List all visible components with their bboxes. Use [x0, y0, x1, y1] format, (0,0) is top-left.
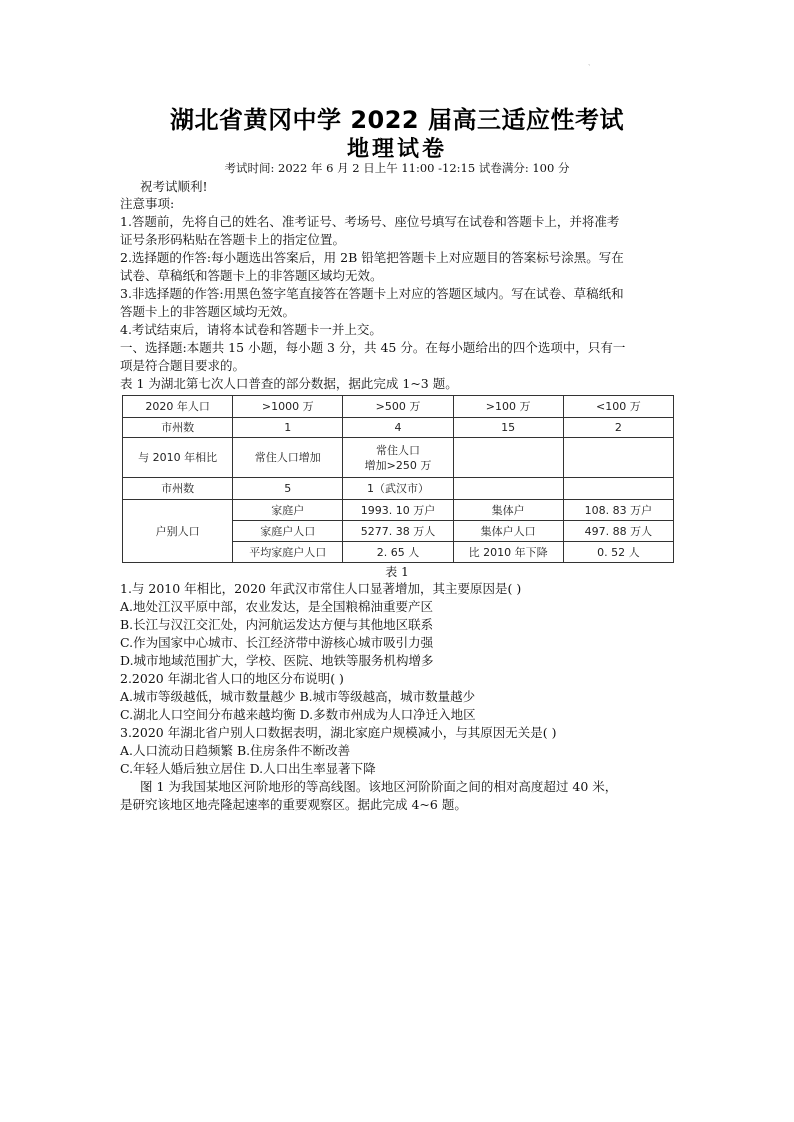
exam-subtitle: 地理试卷 — [346, 137, 447, 162]
note-1b: 证号条形码粘贴在答题卡上的指定位置。 — [120, 232, 346, 247]
table-row — [123, 438, 674, 478]
option-3cd: C.年轻人婚后独立居住 D.人口出生率显著下降 — [120, 761, 376, 776]
note-4: 4.考试结束后，请将本试卷和答题卡一并上交。 — [120, 322, 382, 337]
section-intro-a: 一、选择题:本题共 15 小题，每小题 3 分，共 45 分。在每小题给出的四个选项中，只有一 — [120, 340, 626, 355]
table-cell — [563, 478, 673, 500]
table-cell — [343, 438, 453, 478]
option-1d: D.城市地域范围扩大，学校、医院、地铁等服务机构增多 — [120, 653, 434, 668]
table-cell: >1000 万 — [233, 396, 343, 418]
table-cell: >500 万 — [343, 396, 453, 418]
table-cell: 2. 65 人 — [343, 542, 453, 563]
question-1: 1.与 2010 年相比，2020 年武汉市常住人口显著增加，其主要原因是( ) — [120, 581, 522, 596]
table-cell: 497. 88 万人 — [563, 521, 673, 542]
notes-heading: 注意事项: — [120, 196, 175, 211]
table-cell: <100 万 — [563, 396, 673, 418]
figure-intro-a: 图 1 为我国某地区河阶地形的等高线图。该地区河阶阶面之间的相对高度超过 40 米， — [140, 779, 618, 794]
census-table — [122, 395, 674, 563]
note-2b: 试卷、草稿纸和答题卡上的非答题区域均无效。 — [120, 268, 383, 283]
note-3b: 答题卡上的非答题区域均无效。 — [120, 304, 296, 319]
table-row — [123, 500, 674, 521]
table-cell — [453, 438, 563, 478]
table-cell — [453, 478, 563, 500]
table-cell: 集体户人口 — [453, 521, 563, 542]
section-intro-b: 项是符合题目要求的。 — [120, 358, 246, 373]
wish-text: 祝考试顺利! — [140, 179, 208, 194]
exam-title: 湖北省黄冈中学 2022 届高三适应性考试 — [169, 106, 624, 134]
option-1b: B.长江与汉江交汇处，内河航运发达方便与其他地区联系 — [120, 617, 434, 632]
cell-line: 常住人口 — [375, 443, 420, 457]
option-2ab: A.城市等级越低，城市数量越少 B.城市等级越高，城市数量越少 — [120, 689, 476, 704]
table-cell: 5277. 38 万人 — [343, 521, 453, 542]
table-cell: 0. 52 人 — [563, 542, 673, 563]
option-2cd: C.湖北人口空间分布越来越均衡 D.多数市州成为人口净迁入地区 — [120, 707, 476, 722]
table-cell: 与 2010 年相比 — [123, 438, 233, 478]
table-cell: 市州数 — [123, 418, 233, 438]
note-2a: 2.选择题的作答:每小题选出答案后，用 2B 铅笔把答题卡上对应题目的答案标号涂黑。写在 — [120, 250, 624, 265]
table-caption: 表 1 — [385, 565, 409, 579]
table-cell: 常住人口增加 — [233, 438, 343, 478]
table-row — [123, 396, 674, 418]
table-cell: 15 — [453, 418, 563, 438]
option-3ab: A.人口流动日趋频繁 B.住房条件不断改善 — [120, 743, 351, 758]
table-cell — [563, 438, 673, 478]
figure-intro-b: 是研究该地区地壳隆起速率的重要观察区。据此完成 4~6 题。 — [120, 797, 467, 812]
exam-info: 考试时间: 2022 年 6 月 2 日上午 11:00 -12:15 试卷满分: 100 分 — [224, 161, 570, 175]
question-3: 3.2020 年湖北省户别人口数据表明，湖北家庭户规模减小，与其原因无关是( ) — [120, 725, 557, 740]
table-row — [123, 478, 674, 500]
table-cell: 4 — [343, 418, 453, 438]
table-cell: 集体户 — [453, 500, 563, 521]
cell-line: 增加>250 万 — [364, 458, 432, 472]
option-1c: C.作为国家中心城市、长江经济带中游核心城市吸引力强 — [120, 635, 434, 650]
table-row — [123, 418, 674, 438]
option-1a: A.地处江汉平原中部，农业发达，是全国粮棉油重要产区 — [120, 599, 434, 614]
table-cell: 108. 83 万户 — [563, 500, 673, 521]
table-cell: 5 — [233, 478, 343, 500]
household-label: 户别人口 — [123, 500, 233, 563]
table-cell: 2 — [563, 418, 673, 438]
note-1a: 1.答题前，先将自己的姓名、准考证号、考场号、座位号填写在试卷和答题卡上，并将准考 — [120, 214, 620, 229]
table-cell: 2020 年人口 — [123, 396, 233, 418]
corner-mark: 、 — [588, 60, 595, 67]
table-cell: 1（武汉市） — [343, 478, 453, 500]
table-cell: 家庭户 — [233, 500, 343, 521]
table-cell: 比 2010 年下降 — [453, 542, 563, 563]
table-cell: 市州数 — [123, 478, 233, 500]
table-cell: 1 — [233, 418, 343, 438]
question-2: 2.2020 年湖北省人口的地区分布说明( ) — [120, 671, 344, 686]
note-3a: 3.非选择题的作答:用黑色签字笔直接答在答题卡上对应的答题区域内。写在试卷、草稿纸和 — [120, 286, 624, 301]
table-cell: >100 万 — [453, 396, 563, 418]
table-intro: 表 1 为湖北第七次人口普查的部分数据，据此完成 1~3 题。 — [120, 376, 458, 391]
table-cell: 家庭户人口 — [233, 521, 343, 542]
table-cell: 1993. 10 万户 — [343, 500, 453, 521]
table-cell: 平均家庭户人口 — [233, 542, 343, 563]
